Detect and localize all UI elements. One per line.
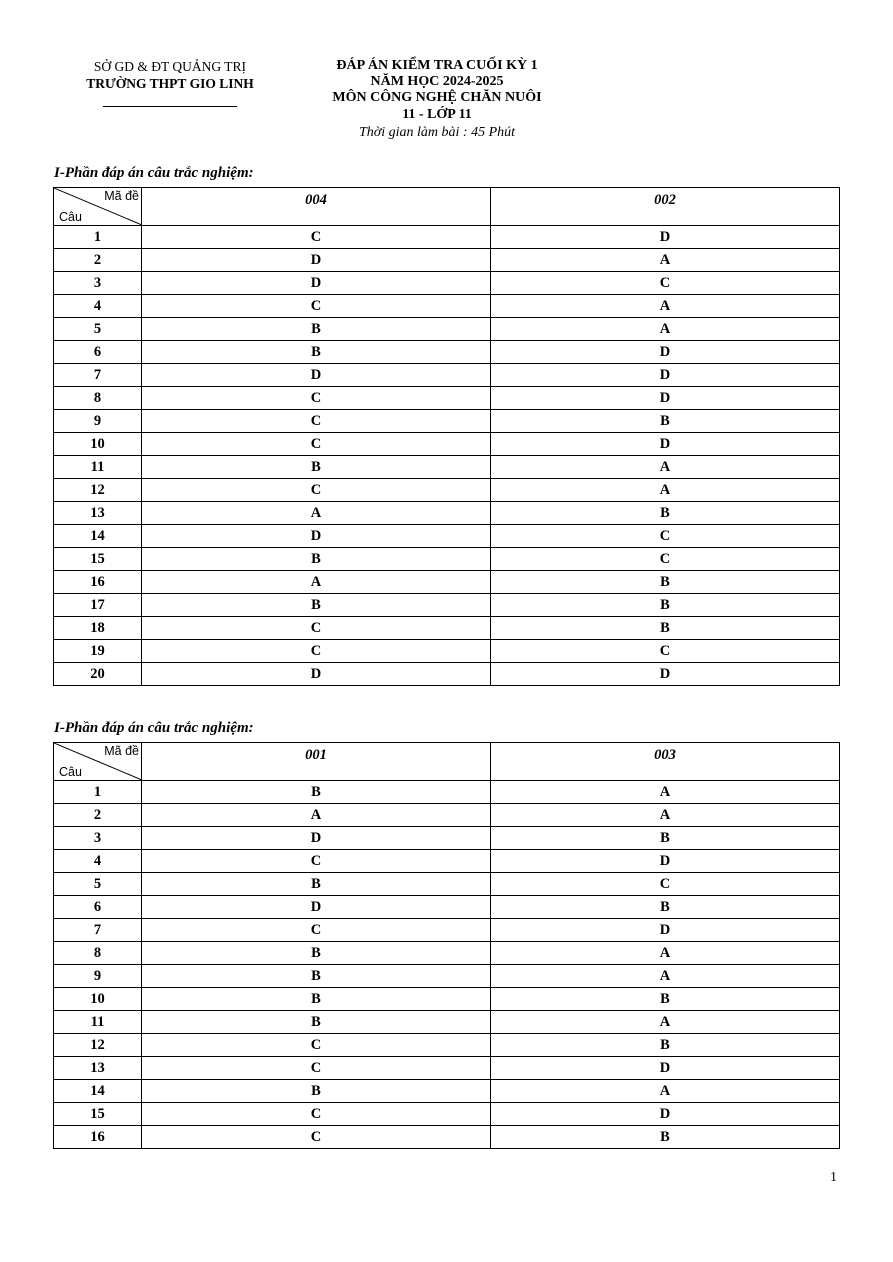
table-row bbox=[54, 965, 840, 988]
answer-cell: B bbox=[491, 502, 840, 525]
question-number: 11 bbox=[54, 456, 142, 479]
answer-cell: C bbox=[142, 479, 491, 502]
question-number: 12 bbox=[54, 479, 142, 502]
question-number: 5 bbox=[54, 873, 142, 896]
question-number: 17 bbox=[54, 594, 142, 617]
answer-cell: D bbox=[491, 1057, 840, 1080]
table-row bbox=[54, 433, 840, 456]
answer-cell: A bbox=[491, 1011, 840, 1034]
question-number: 20 bbox=[54, 663, 142, 686]
answer-cell: A bbox=[142, 571, 491, 594]
answer-cell: A bbox=[491, 456, 840, 479]
answer-cell: A bbox=[491, 318, 840, 341]
section-title: I-Phần đáp án câu trắc nghiệm: bbox=[54, 165, 254, 181]
answer-cell: A bbox=[142, 502, 491, 525]
answer-cell: D bbox=[491, 919, 840, 942]
question-number: 15 bbox=[54, 1103, 142, 1126]
table-row bbox=[54, 988, 840, 1011]
question-label: Câu bbox=[59, 210, 82, 224]
table-row bbox=[54, 919, 840, 942]
question-number: 13 bbox=[54, 1057, 142, 1080]
answer-cell: B bbox=[491, 571, 840, 594]
answer-cell: A bbox=[491, 965, 840, 988]
exam-code-header bbox=[491, 188, 840, 226]
table-row bbox=[54, 1103, 840, 1126]
question-number: 10 bbox=[54, 988, 142, 1011]
answer-cell: A bbox=[491, 295, 840, 318]
table-row bbox=[54, 1080, 840, 1103]
table-row bbox=[54, 1126, 840, 1149]
question-number: 19 bbox=[54, 640, 142, 663]
question-number: 14 bbox=[54, 525, 142, 548]
table-row bbox=[54, 295, 840, 318]
answer-cell: B bbox=[142, 1080, 491, 1103]
answer-cell: D bbox=[491, 387, 840, 410]
question-number: 16 bbox=[54, 571, 142, 594]
school-year: NĂM HỌC 2024-2025 bbox=[370, 74, 504, 90]
question-number: 2 bbox=[54, 249, 142, 272]
table-row bbox=[54, 850, 840, 873]
question-number: 2 bbox=[54, 804, 142, 827]
answer-cell: B bbox=[142, 341, 491, 364]
answer-table bbox=[53, 187, 840, 686]
answer-cell: D bbox=[142, 827, 491, 850]
answer-cell: D bbox=[142, 525, 491, 548]
document-title: ĐÁP ÁN KIỂM TRA CUỐI KỲ 1 bbox=[336, 58, 538, 73]
subject-name: MÔN CÔNG NGHỆ CHĂN NUÔI bbox=[332, 90, 542, 106]
exam-duration: Thời gian làm bài : 45 Phút bbox=[358, 124, 516, 140]
answer-cell: B bbox=[142, 965, 491, 988]
answer-cell: D bbox=[142, 663, 491, 686]
answer-cell: C bbox=[142, 640, 491, 663]
table-row bbox=[54, 1034, 840, 1057]
answer-cell: A bbox=[491, 804, 840, 827]
table-row bbox=[54, 318, 840, 341]
answer-cell: D bbox=[491, 850, 840, 873]
class-name: 11 - LỚP 11 bbox=[402, 106, 472, 122]
answer-cell: A bbox=[491, 249, 840, 272]
answer-cell: A bbox=[491, 781, 840, 804]
answer-cell: D bbox=[491, 341, 840, 364]
table-row bbox=[54, 341, 840, 364]
exam-code-header bbox=[142, 743, 491, 781]
answer-cell: B bbox=[142, 318, 491, 341]
table-row bbox=[54, 548, 840, 571]
table-row bbox=[54, 479, 840, 502]
question-number: 15 bbox=[54, 548, 142, 571]
table-row bbox=[54, 594, 840, 617]
question-number: 12 bbox=[54, 1034, 142, 1057]
table-header-row bbox=[54, 743, 840, 781]
answer-cell: C bbox=[142, 1103, 491, 1126]
question-number: 3 bbox=[54, 272, 142, 295]
answer-cell: B bbox=[491, 988, 840, 1011]
exam-code: 001 bbox=[305, 747, 327, 763]
table-row bbox=[54, 410, 840, 433]
question-number: 8 bbox=[54, 387, 142, 410]
answer-cell: B bbox=[491, 410, 840, 433]
table-header-row bbox=[54, 188, 840, 226]
answer-cell: C bbox=[142, 295, 491, 318]
table-row bbox=[54, 1057, 840, 1080]
table-row bbox=[54, 249, 840, 272]
answer-cell: D bbox=[142, 249, 491, 272]
answer-cell: C bbox=[142, 850, 491, 873]
answer-cell: B bbox=[142, 1011, 491, 1034]
question-number: 8 bbox=[54, 942, 142, 965]
answer-cell: C bbox=[142, 387, 491, 410]
answer-cell: C bbox=[142, 226, 491, 249]
question-number: 6 bbox=[54, 341, 142, 364]
answer-cell: B bbox=[142, 873, 491, 896]
header-corner-cell bbox=[54, 188, 142, 226]
table-row bbox=[54, 827, 840, 850]
answer-cell: D bbox=[491, 433, 840, 456]
exam-code: 003 bbox=[654, 747, 676, 763]
header-divider bbox=[103, 106, 237, 107]
answer-cell: B bbox=[142, 988, 491, 1011]
question-number: 7 bbox=[54, 364, 142, 387]
answer-cell: D bbox=[142, 272, 491, 295]
header-corner-cell bbox=[54, 743, 142, 781]
answer-cell: B bbox=[142, 456, 491, 479]
answer-cell: D bbox=[491, 1103, 840, 1126]
answer-cell: C bbox=[142, 410, 491, 433]
exam-code: 002 bbox=[654, 192, 676, 208]
answer-cell: A bbox=[491, 942, 840, 965]
answer-cell: B bbox=[491, 594, 840, 617]
answer-cell: B bbox=[142, 942, 491, 965]
question-number: 13 bbox=[54, 502, 142, 525]
table-row bbox=[54, 617, 840, 640]
answer-cell: C bbox=[142, 1126, 491, 1149]
answer-cell: C bbox=[491, 640, 840, 663]
question-number: 1 bbox=[54, 226, 142, 249]
answer-cell: A bbox=[491, 1080, 840, 1103]
school-header bbox=[54, 58, 286, 107]
answer-cell: D bbox=[491, 226, 840, 249]
table-row bbox=[54, 804, 840, 827]
answer-cell: B bbox=[491, 1034, 840, 1057]
table-row bbox=[54, 663, 840, 686]
answer-cell: C bbox=[142, 1057, 491, 1080]
page-number: 1 bbox=[830, 1170, 837, 1185]
answer-cell: B bbox=[491, 1126, 840, 1149]
question-number: 6 bbox=[54, 896, 142, 919]
answer-cell: D bbox=[142, 896, 491, 919]
question-number: 1 bbox=[54, 781, 142, 804]
table-row bbox=[54, 387, 840, 410]
question-number: 9 bbox=[54, 965, 142, 988]
answer-cell: C bbox=[491, 873, 840, 896]
answer-cell: B bbox=[491, 827, 840, 850]
table-row bbox=[54, 456, 840, 479]
answer-cell: B bbox=[142, 781, 491, 804]
table-row bbox=[54, 1011, 840, 1034]
answer-cell: D bbox=[142, 364, 491, 387]
answer-cell: A bbox=[142, 804, 491, 827]
answer-cell: C bbox=[491, 548, 840, 571]
answer-cell: B bbox=[491, 617, 840, 640]
answer-cell: B bbox=[142, 548, 491, 571]
question-number: 3 bbox=[54, 827, 142, 850]
exam-code: 004 bbox=[305, 192, 327, 208]
answer-cell: C bbox=[491, 272, 840, 295]
table-row bbox=[54, 781, 840, 804]
answer-cell: B bbox=[491, 896, 840, 919]
table-row bbox=[54, 364, 840, 387]
answer-cell: A bbox=[491, 479, 840, 502]
exam-code-header bbox=[491, 743, 840, 781]
answer-cell: C bbox=[142, 433, 491, 456]
department-name: SỞ GD & ĐT QUẢNG TRỊ bbox=[93, 59, 247, 74]
question-number: 7 bbox=[54, 919, 142, 942]
document-title-block bbox=[290, 58, 584, 143]
table-row bbox=[54, 571, 840, 594]
answer-cell: C bbox=[491, 525, 840, 548]
exam-code-label: Mã đề bbox=[104, 744, 139, 758]
answer-cell: D bbox=[491, 663, 840, 686]
exam-code-header bbox=[142, 188, 491, 226]
question-number: 16 bbox=[54, 1126, 142, 1149]
question-number: 18 bbox=[54, 617, 142, 640]
table-row bbox=[54, 226, 840, 249]
question-number: 4 bbox=[54, 850, 142, 873]
answer-cell: C bbox=[142, 1034, 491, 1057]
answer-cell: D bbox=[491, 364, 840, 387]
answer-cell: B bbox=[142, 594, 491, 617]
section-title: I-Phần đáp án câu trắc nghiệm: bbox=[54, 720, 254, 736]
question-number: 4 bbox=[54, 295, 142, 318]
answer-table bbox=[53, 742, 840, 1149]
question-number: 11 bbox=[54, 1011, 142, 1034]
question-number: 14 bbox=[54, 1080, 142, 1103]
question-number: 10 bbox=[54, 433, 142, 456]
table-row bbox=[54, 272, 840, 295]
exam-code-label: Mã đề bbox=[104, 189, 139, 203]
school-name: TRƯỜNG THPT GIO LINH bbox=[86, 76, 254, 91]
table-row bbox=[54, 873, 840, 896]
answer-cell: C bbox=[142, 919, 491, 942]
question-number: 9 bbox=[54, 410, 142, 433]
table-row bbox=[54, 502, 840, 525]
question-label: Câu bbox=[59, 765, 82, 779]
table-row bbox=[54, 525, 840, 548]
question-number: 5 bbox=[54, 318, 142, 341]
answer-cell: C bbox=[142, 617, 491, 640]
table-row bbox=[54, 896, 840, 919]
table-row bbox=[54, 640, 840, 663]
table-row bbox=[54, 942, 840, 965]
